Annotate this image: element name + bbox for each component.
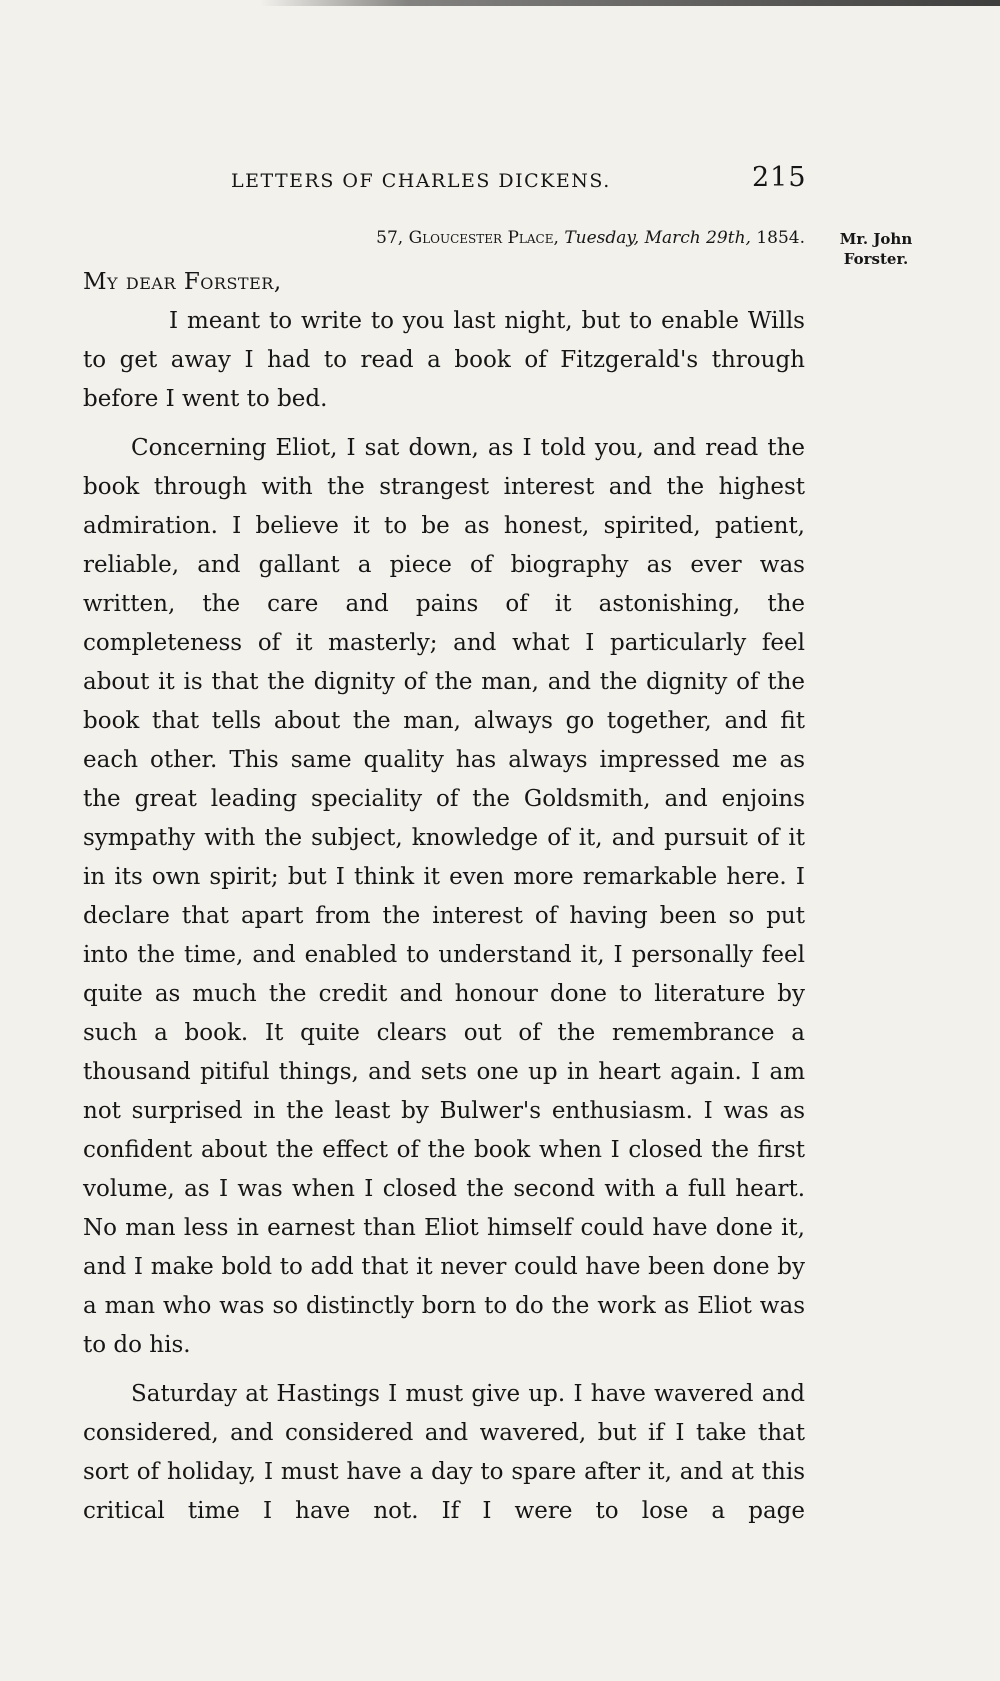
running-head: [0, 162, 1000, 202]
page-number: 215: [752, 162, 807, 193]
margin-recipient-note: [821, 229, 931, 269]
dateline-date: March 29th,: [644, 228, 751, 248]
page-edge-shadow: [260, 0, 1000, 6]
letter-salutation: My dear Forster,: [83, 269, 282, 295]
paragraph-1: I meant to write to you last night, but to enable Wills to get away I had to read a book of Fitzgerald's through before I went to bed.: [83, 308, 805, 412]
book-title: LETTERS OF CHARLES DICKENS.: [231, 170, 611, 192]
dateline-day: Tuesday,: [564, 228, 640, 248]
dateline-year: 1854.: [756, 228, 805, 248]
margin-note-line-1: Mr. John: [839, 230, 913, 248]
paragraph-2: Concerning Eliot, I sat down, as I told you, and read the book through with the strangest interest and the highest admiration. I believe it to be as honest, spirited, patient, reliable, and gallant a piece of biography as ever was written, the care and pains of it astonishing, the completeness of it masterly; and what I particularly feel about it is that the dignity of the man, and the dignity of the book that tells about the man, always go together, and fit each other. This same quality has always impressed me as the great leading speciality of the Goldsmith, and enjoins sympathy with the subject, knowledge of it, and pursuit of it in its own spirit; but I think it even more remarkable here. I declare that apart from the interest of having been so put into the time, and enabled to understand it, I personally feel quite as much the credit and honour done to literature by such a book. It quite clears out of the remembrance a thousand pitiful things, and sets one up in heart again. I am not surprised in the least by Bulwer's enthusiasm. I was as confident about the effect of the book when I closed the first volume, as I was when I closed the second with a full heart. No man less in earnest than Eliot himself could have done it, and I make bold to add that it never could have been done by a man who was so distinctly born to do the work as Eliot was to do his.: [83, 435, 805, 1358]
paragraph-3: Saturday at Hastings I must give up. I have wavered and considered, and considered and wavered, but if I take that sort of holiday, I must have a day to spare after it, and at this critical time I have not. If I were to lose a page: [83, 1381, 805, 1524]
dateline-number: 57,: [376, 228, 404, 248]
letter-body: [83, 302, 805, 1541]
dateline-place: Gloucester Place,: [408, 228, 559, 248]
letter-dateline: [270, 228, 805, 248]
margin-note-line-2: Forster.: [843, 250, 909, 268]
